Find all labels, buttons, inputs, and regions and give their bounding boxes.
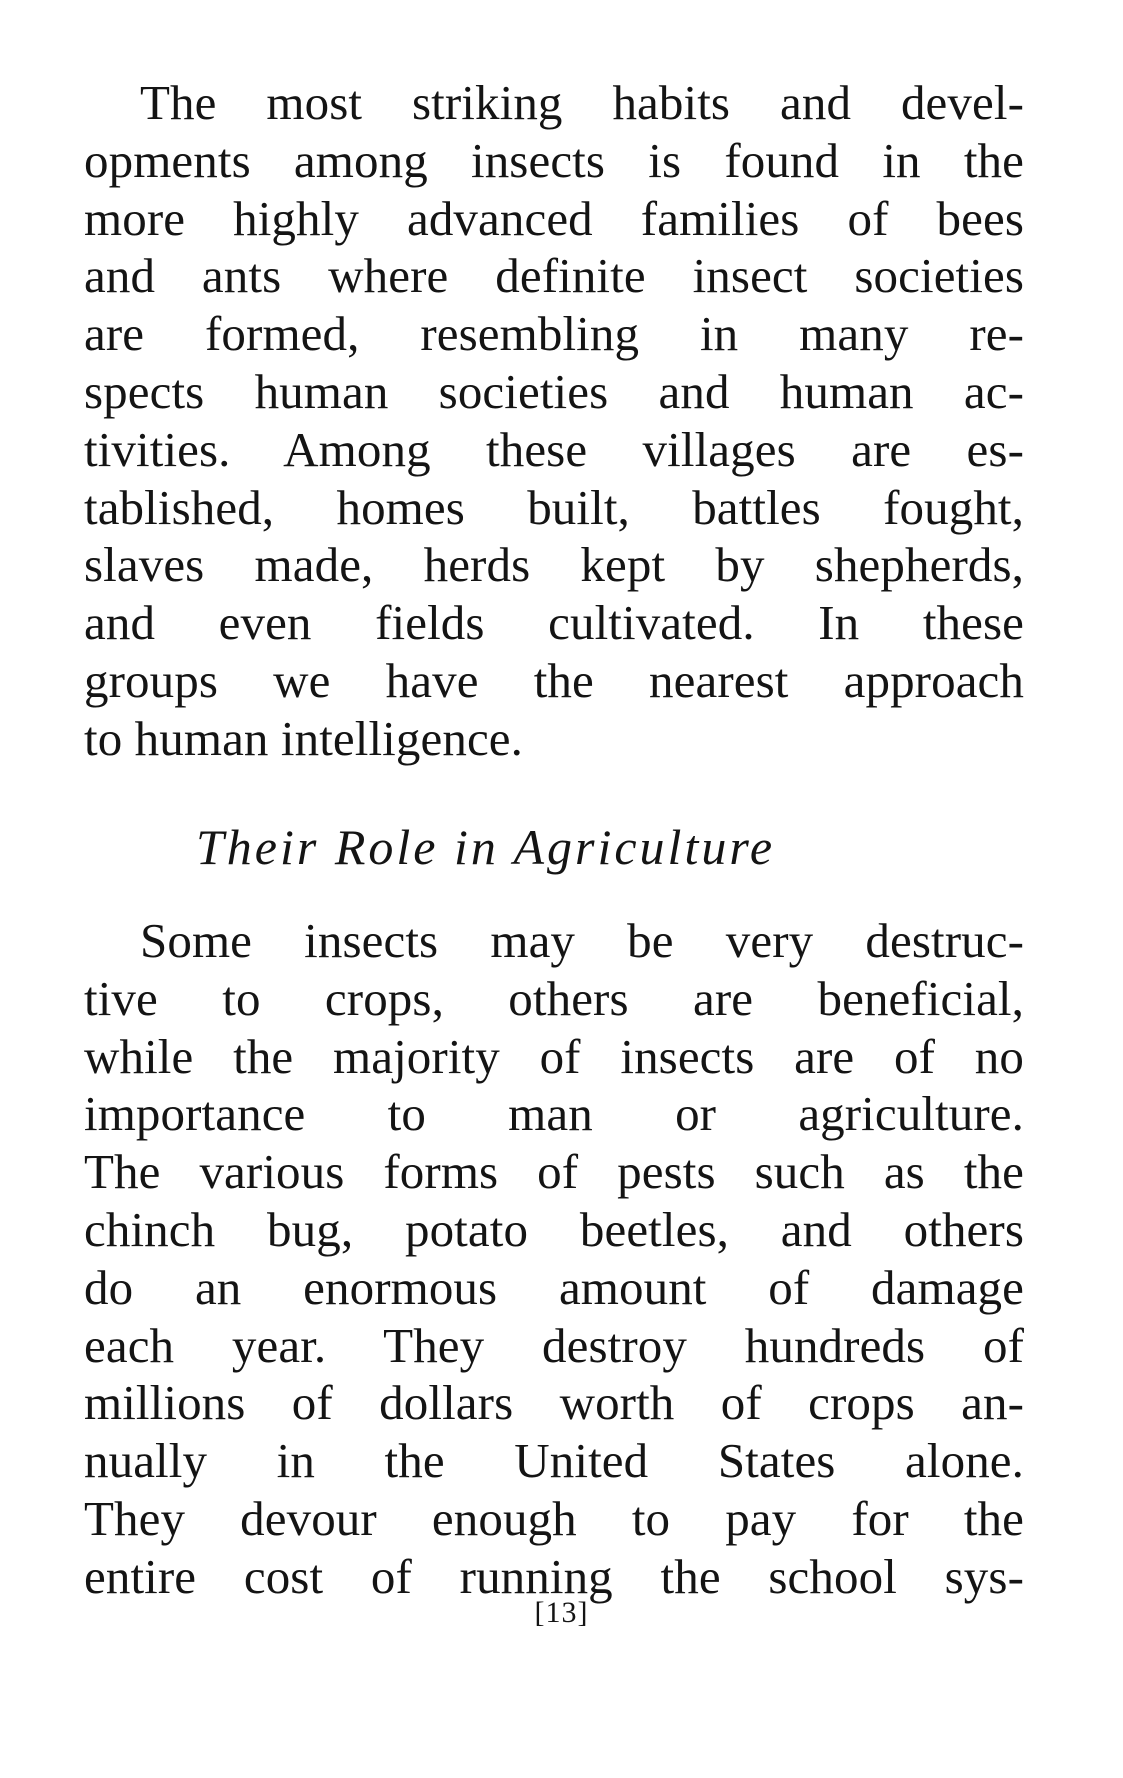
text-line: more highly advanced families of bees <box>84 190 1024 246</box>
text-line: opments among insects is found in the <box>84 132 1024 188</box>
text-line: tablished, homes built, battles fought, <box>84 479 1024 535</box>
text-line: are formed, resembling in many re- <box>84 306 1024 362</box>
text-line: each year. They destroy hundreds of <box>84 1317 1024 1373</box>
paragraph-insect-societies <box>84 74 1024 768</box>
text-line: and ants where definite insect societies <box>84 248 1024 304</box>
text-line: while the majority of insects are of no <box>84 1028 1024 1084</box>
text-line: to human intelligence. <box>84 710 523 766</box>
text-line: The various forms of pests such as the <box>84 1144 1024 1200</box>
text-line: They devour enough to pay for the <box>84 1490 1024 1546</box>
text-line: importance to man or agriculture. <box>84 1086 1024 1142</box>
text-line: millions of dollars worth of crops an- <box>84 1375 1024 1431</box>
page-number: [13] <box>534 1596 589 1629</box>
text-line: tive to crops, others are beneficial, <box>84 970 1024 1026</box>
text-line: do an enormous amount of damage <box>84 1259 1024 1315</box>
text-line: and even fields cultivated. In these <box>84 595 1024 651</box>
text-line: slaves made, herds kept by shepherds, <box>84 537 1024 593</box>
text-line: spects human societies and human ac- <box>84 363 1024 419</box>
paragraph-agriculture <box>84 912 1024 1606</box>
text-line: tivities. Among these villages are es- <box>84 421 1024 477</box>
text-line: The most striking habits and devel- <box>140 75 1024 130</box>
section-heading: Their Role in Agriculture <box>196 819 776 875</box>
text-line: chinch bug, potato beetles, and others <box>84 1201 1024 1257</box>
text-line: entire cost of running the school sys- <box>84 1548 1024 1604</box>
text-line: nually in the United States alone. <box>84 1433 1024 1489</box>
text-line: groups we have the nearest approach <box>84 652 1024 708</box>
text-line: Some insects may be very destruc- <box>140 913 1024 968</box>
